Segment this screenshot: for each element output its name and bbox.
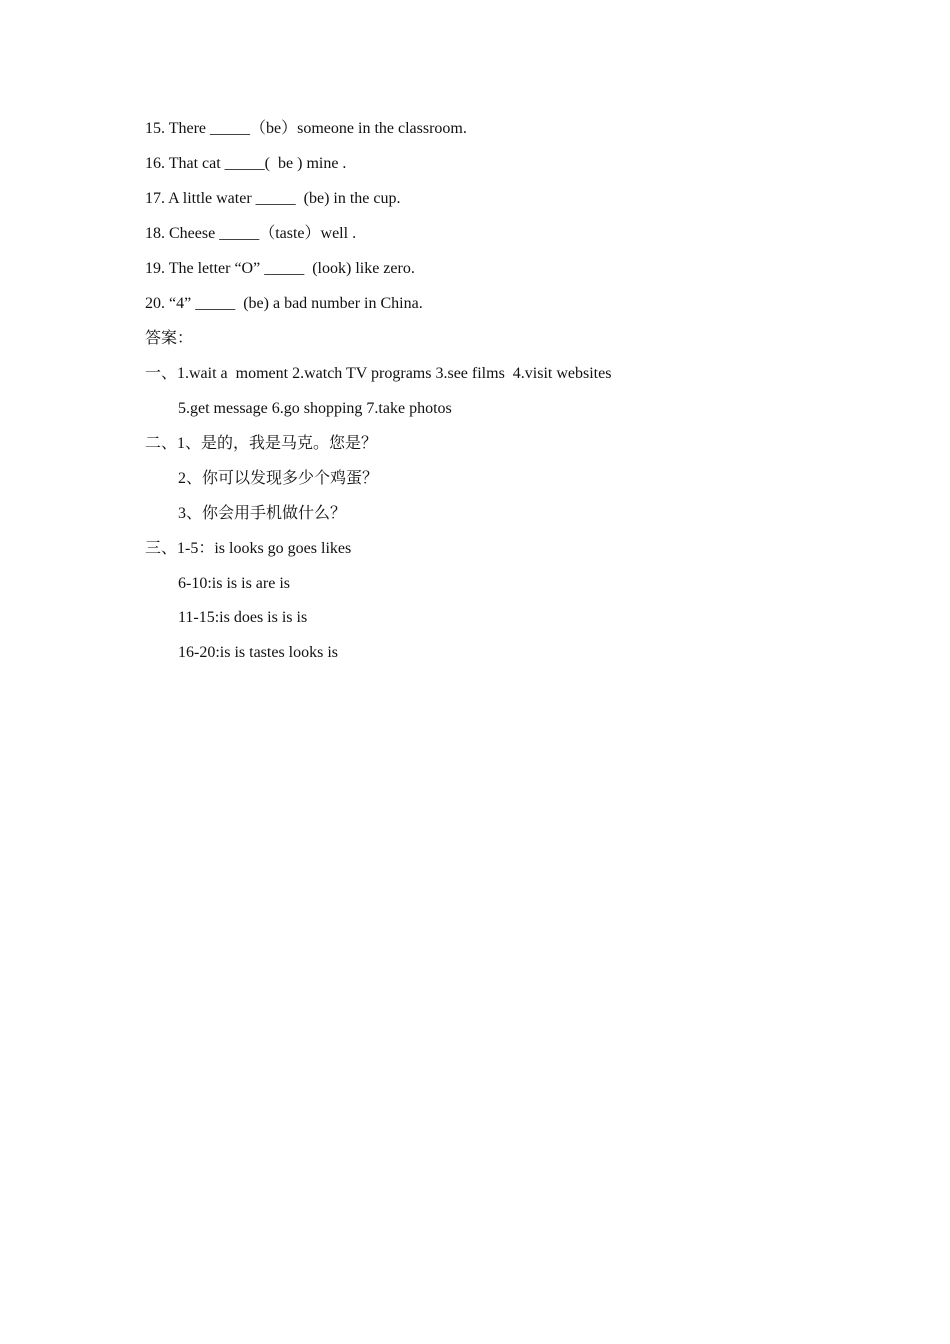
answer-section-2-line-3: 3、你会用手机做什么？ [178,505,347,522]
answer-section-3-line-3: 11-15:is does is is is [178,609,308,626]
answer-section-1-line-2: 5.get message 6.go shopping 7.take photos [178,400,452,417]
answer-section-3-line-2: 6-10:is is is are is [178,575,290,592]
question-17: 17. A little water _____ (be) in the cup. [145,190,401,207]
answer-section-3-line-4: 16-20:is is tastes looks is [178,644,339,661]
answers-heading: 答案： [145,330,194,347]
question-19: 19. The letter “O” _____ (look) like zero. [145,260,415,277]
question-15: 15. There _____（be）someone in the classroom. [145,120,467,137]
question-16: 16. That cat _____( be ) mine . [145,155,347,172]
answer-section-3-line-1: 三、1-5：is looks go goes likes [145,540,352,557]
question-20: 20. “4” _____ (be) a bad number in China. [145,295,423,312]
answer-section-2-line-2: 2、你可以发现多少个鸡蛋？ [178,470,379,487]
answer-section-1-line-1: 一、1.wait a moment 2.watch TV programs 3.see films 4.visit websites [145,365,612,382]
answer-section-2-line-1: 二、1、是的，我是马克。您是？ [145,435,378,452]
question-18: 18. Cheese _____（taste）well . [145,225,357,242]
